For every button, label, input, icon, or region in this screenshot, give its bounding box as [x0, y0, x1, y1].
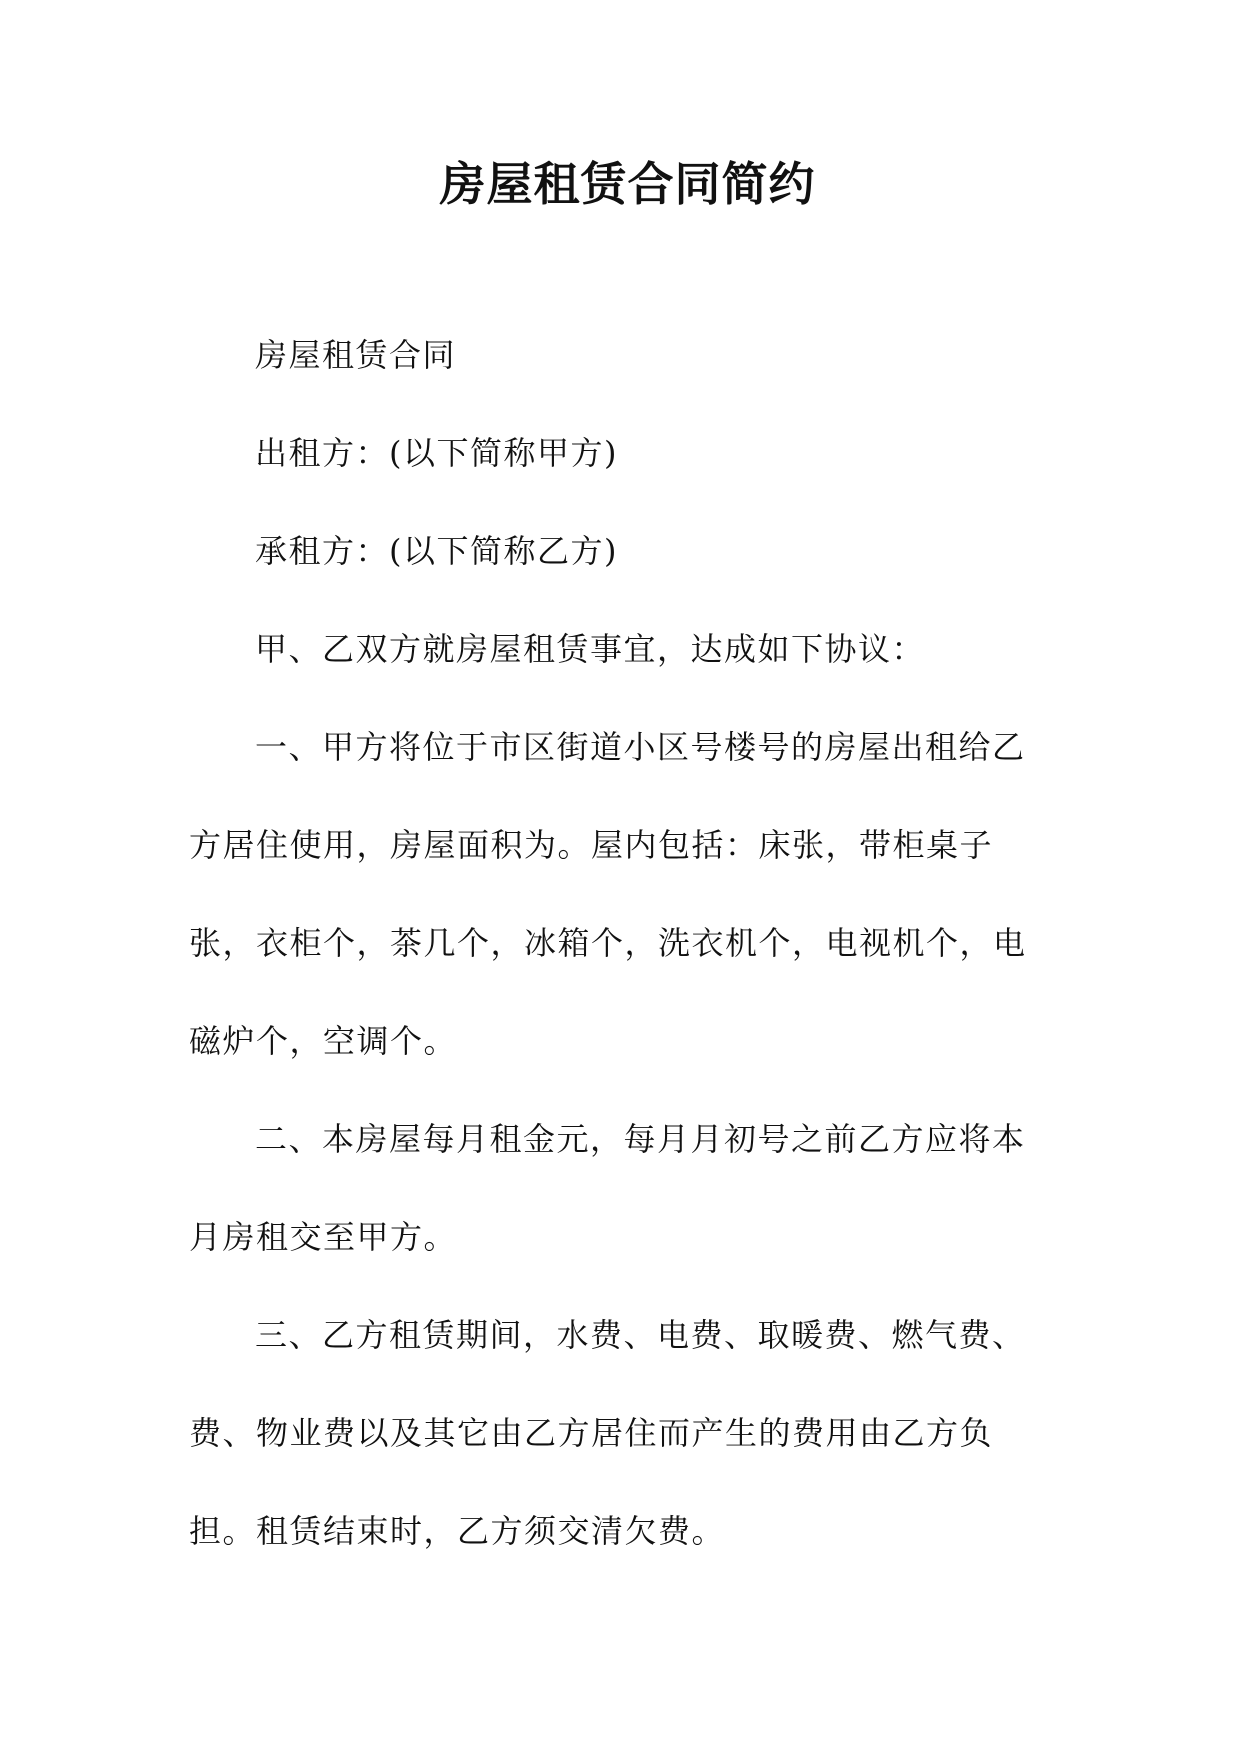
paragraph-agreement-intro [189, 600, 1029, 698]
text-line: 费、物业费以及其它由乙方居住而产生的费用由乙方负 [189, 1414, 994, 1452]
text-line: 承租方：(以下简称乙方) [255, 532, 618, 570]
paragraph-clause-1 [189, 698, 1029, 1090]
text-line: 二、本房屋每月租金元，每月月初号之前乙方应将本 [255, 1120, 1026, 1158]
text-line: 担。租赁结束时，乙方须交清欠费。 [189, 1512, 726, 1550]
text-line: 甲、乙双方就房屋租赁事宜，达成如下协议： [255, 630, 926, 668]
text-line: 方居住使用，房屋面积为。屋内包括：床张，带柜桌子 [189, 826, 994, 864]
document-body [189, 306, 1029, 1580]
text-line: 一、甲方将位于市区街道小区号楼号的房屋出租给乙 [255, 728, 1026, 766]
paragraph-clause-2 [189, 1090, 1029, 1286]
text-line: 三、乙方租赁期间，水费、电费、取暖费、燃气费、 [255, 1316, 1026, 1354]
paragraph-contract-heading [189, 306, 1029, 404]
text-line: 磁炉个，空调个。 [189, 1022, 458, 1060]
text-line: 出租方：(以下简称甲方) [255, 434, 618, 472]
document-title: 房屋租赁合同简约 [439, 157, 816, 211]
text-line: 房屋租赁合同 [255, 336, 457, 374]
paragraph-lessor [189, 404, 1029, 502]
paragraph-clause-3 [189, 1286, 1029, 1580]
text-line: 月房租交至甲方。 [189, 1218, 458, 1256]
text-line: 张，衣柜个，茶几个，冰箱个，洗衣机个，电视机个，电 [189, 924, 1027, 962]
paragraph-lessee [189, 502, 1029, 600]
